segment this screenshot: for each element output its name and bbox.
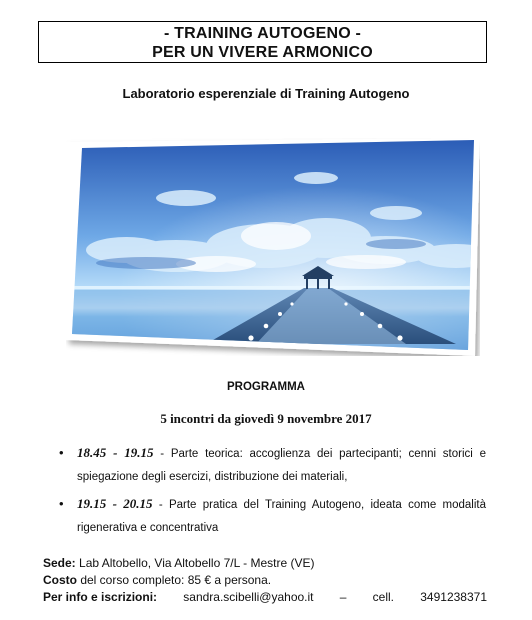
phone-number[interactable]: 3491238371 <box>420 590 487 604</box>
contact-info <box>43 555 487 606</box>
costo-label: Costo <box>43 573 77 587</box>
info-colon: : <box>153 590 158 604</box>
program-list <box>56 441 486 543</box>
title-line-1: - TRAINING AUTOGENO - <box>163 25 362 42</box>
info-label: Per info e iscrizioni <box>43 590 154 604</box>
dash: – <box>339 590 347 604</box>
list-item <box>56 441 486 489</box>
pier-photo <box>66 138 480 356</box>
session-time: 19.15 - 20.15 <box>77 496 153 511</box>
session-time: 18.45 - 19.15 <box>77 445 154 460</box>
cell-label: cell. <box>372 590 395 604</box>
programma-heading: PROGRAMMA <box>227 381 305 393</box>
bullet-icon: • <box>59 496 64 511</box>
session-description: - Parte teorica: accoglienza dei partecipanti; cenni storici e spiegazione degli esercizi, distribuzione dei materiali, <box>77 448 486 483</box>
bullet-icon: • <box>59 445 64 460</box>
info-row <box>43 589 487 606</box>
title-line-2: PER UN VIVERE ARMONICO <box>152 44 373 61</box>
subtitle: Laboratorio esperenziale di Training Autogeno <box>122 86 410 101</box>
sede-label: Sede: <box>43 556 76 570</box>
email-link[interactable]: sandra.scibelli@yahoo.it <box>183 590 314 604</box>
list-item <box>56 492 486 540</box>
title-box <box>38 21 487 63</box>
costo-value: del corso completo: 85 € a persona. <box>77 573 272 587</box>
sede-value: Lab Altobello, Via Altobello 7/L - Mestre (VE) <box>75 556 315 570</box>
session-description: - Parte pratica del Training Autogeno, ideata come modalità rigenerativa e concentrativa <box>77 499 486 534</box>
sede-row <box>43 555 487 572</box>
costo-row <box>43 572 487 589</box>
incontri-line: 5 incontri da giovedì 9 novembre 2017 <box>160 411 372 426</box>
